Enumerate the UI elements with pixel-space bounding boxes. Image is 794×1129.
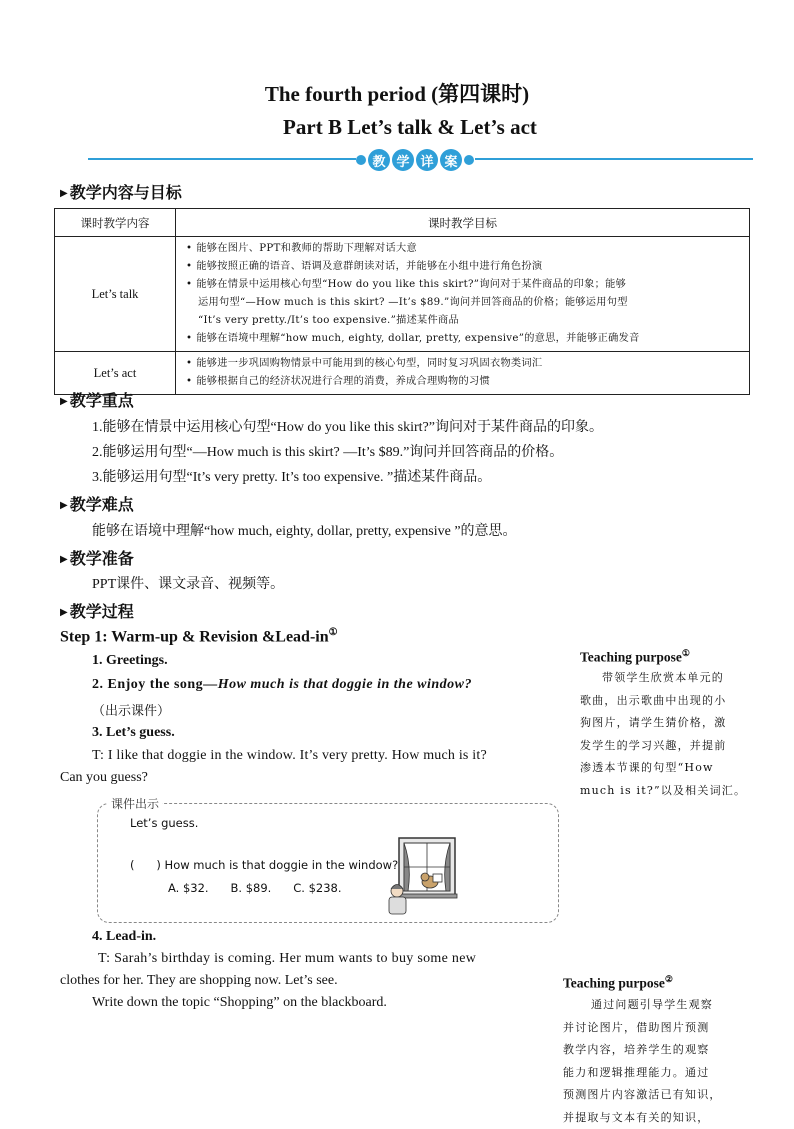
banner-teaching-plan <box>350 148 480 172</box>
key-point-item: 3.能够运用句型“It’s very pretty. It’s too expensive. ”描述某件商品。 <box>92 470 492 485</box>
leadin-text: Write down the topic “Shopping” on the blackboard. <box>92 995 387 1010</box>
step-greetings: 1. Greetings. <box>92 653 168 668</box>
page-title: The fourth period (第四课时) <box>264 82 530 106</box>
side-note-text: 带领学生欣赏本单元的 歌曲，出示歌曲中出现的小 狗图片，请学生猜价格，激 发学生的学习兴趣，并提前 渗透本节课的句型“How much is it?”以及相关词汇。 <box>580 671 747 797</box>
key-point-item: 2.能够运用句型“—How much is this skirt? —It’s $89.”询问并回答商品的价格。 <box>92 445 564 460</box>
table-cell-content: Let’s talk <box>55 237 176 352</box>
goal-item: • 能够在图片、PPT和教师的帮助下理解对话大意 <box>186 243 417 254</box>
banner-char: 学 <box>392 149 414 171</box>
step-guess: 3. Let’s guess. <box>92 725 175 740</box>
banner-dot-left <box>356 155 366 165</box>
goal-item: “It’s very pretty./It’s too expensive.”描述某件商品 <box>198 315 460 326</box>
goal-item: 运用句型“—How much is this skirt? —It’s $89.”询问并回答商品的价格；能够运用句型 <box>198 297 628 308</box>
section-heading-process: ▶ 教学过程 <box>60 602 134 621</box>
side-note-title: Teaching purpose② <box>563 974 673 991</box>
banner-dot-right <box>464 155 474 165</box>
key-point-item: 1.能够在情景中运用核心句型“How do you like this skirt?”询问对于某件商品的印象。 <box>92 420 603 435</box>
guess-text: Can you guess? <box>60 770 148 785</box>
banner-line-left <box>88 158 356 160</box>
difficulties-text: 能够在语境中理解“how much, eighty, dollar, pretty, expensive ”的意思。 <box>92 524 517 539</box>
triangle-bullet-icon: ▶ <box>60 188 68 199</box>
guess-text: T: I like that doggie in the window. It’s very pretty. How much is it? <box>92 748 487 763</box>
triangle-bullet-icon: ▶ <box>60 396 68 407</box>
step1-heading: Step 1: Warm-up & Revision &Lead-in① <box>60 627 338 646</box>
table-header-content: 课时教学内容 <box>55 209 176 237</box>
table-cell-content: Let’s act <box>55 352 176 395</box>
triangle-bullet-icon: ▶ <box>60 607 68 618</box>
side-note-title: Teaching purpose① <box>580 648 690 665</box>
goals-table <box>54 208 750 395</box>
banner-char: 案 <box>440 149 462 171</box>
table-row <box>55 237 750 352</box>
side-note-text: 通过问题引导学生观察 并讨论图片，借助图片预测 教学内容，培养学生的观察 能力和逻辑推理能力。通过 预测图片内容激活已有知识， 并提取与文本有关的知识， <box>563 998 722 1124</box>
table-row <box>55 352 750 395</box>
banner-char: 教 <box>368 149 390 171</box>
goal-item: • 能够在语境中理解“how much, eighty, dollar, pretty, expensive”的意思，并能够正确发音 <box>186 333 640 344</box>
doggie-window-illustration <box>385 836 460 916</box>
goal-item: • 能够在情景中运用核心句型“How do you like this skirt?”询问对于某件商品的印象；能够 <box>186 279 627 290</box>
goal-item: • 能够根据自己的经济状况进行合理的消费，养成合理购物的习惯 <box>186 376 490 387</box>
table-header-goals: 课时教学目标 <box>176 209 750 237</box>
goal-item: • 能够按照正确的语音、语调及意群朗读对话，并能够在小组中进行角色扮演 <box>186 261 543 272</box>
goal-item: • 能够进一步巩固购物情景中可能用到的核心句型，同时复习巩固衣物类词汇 <box>186 358 543 369</box>
section-heading-content-goals: ▶ 教学内容与目标 <box>60 183 182 202</box>
triangle-bullet-icon: ▶ <box>60 554 68 565</box>
table-cell-goals <box>176 352 750 395</box>
step-leadin: 4. Lead-in. <box>92 929 157 944</box>
courseware-line: Let’s guess. <box>130 816 199 830</box>
courseware-note: （出示课件） <box>92 703 171 718</box>
courseware-label: 课件出示 <box>108 795 162 812</box>
leadin-text: T: Sarah’s birthday is coming. Her mum wants to buy some new <box>98 951 477 966</box>
banner-line-right <box>475 158 753 160</box>
banner-char: 详 <box>416 149 438 171</box>
section-heading-preparation: ▶ 教学准备 <box>60 549 134 568</box>
courseware-options: A. $32. B. $89. C. $238. <box>168 881 342 895</box>
section-heading-difficulties: ▶ 教学难点 <box>60 495 134 514</box>
step-enjoy-song: 2. Enjoy the song—How much is that doggie in the window? <box>92 677 473 692</box>
table-cell-goals <box>176 237 750 352</box>
courseware-question: ( ) How much is that doggie in the window? <box>130 858 399 872</box>
preparation-text: PPT课件、课文录音、视频等。 <box>92 577 285 592</box>
section-heading-key-points: ▶ 教学重点 <box>60 391 134 410</box>
leadin-text: clothes for her. They are shopping now. Let’s see. <box>60 973 338 988</box>
triangle-bullet-icon: ▶ <box>60 500 68 511</box>
page-subtitle: Part B Let’s talk & Let’s act <box>283 115 537 139</box>
